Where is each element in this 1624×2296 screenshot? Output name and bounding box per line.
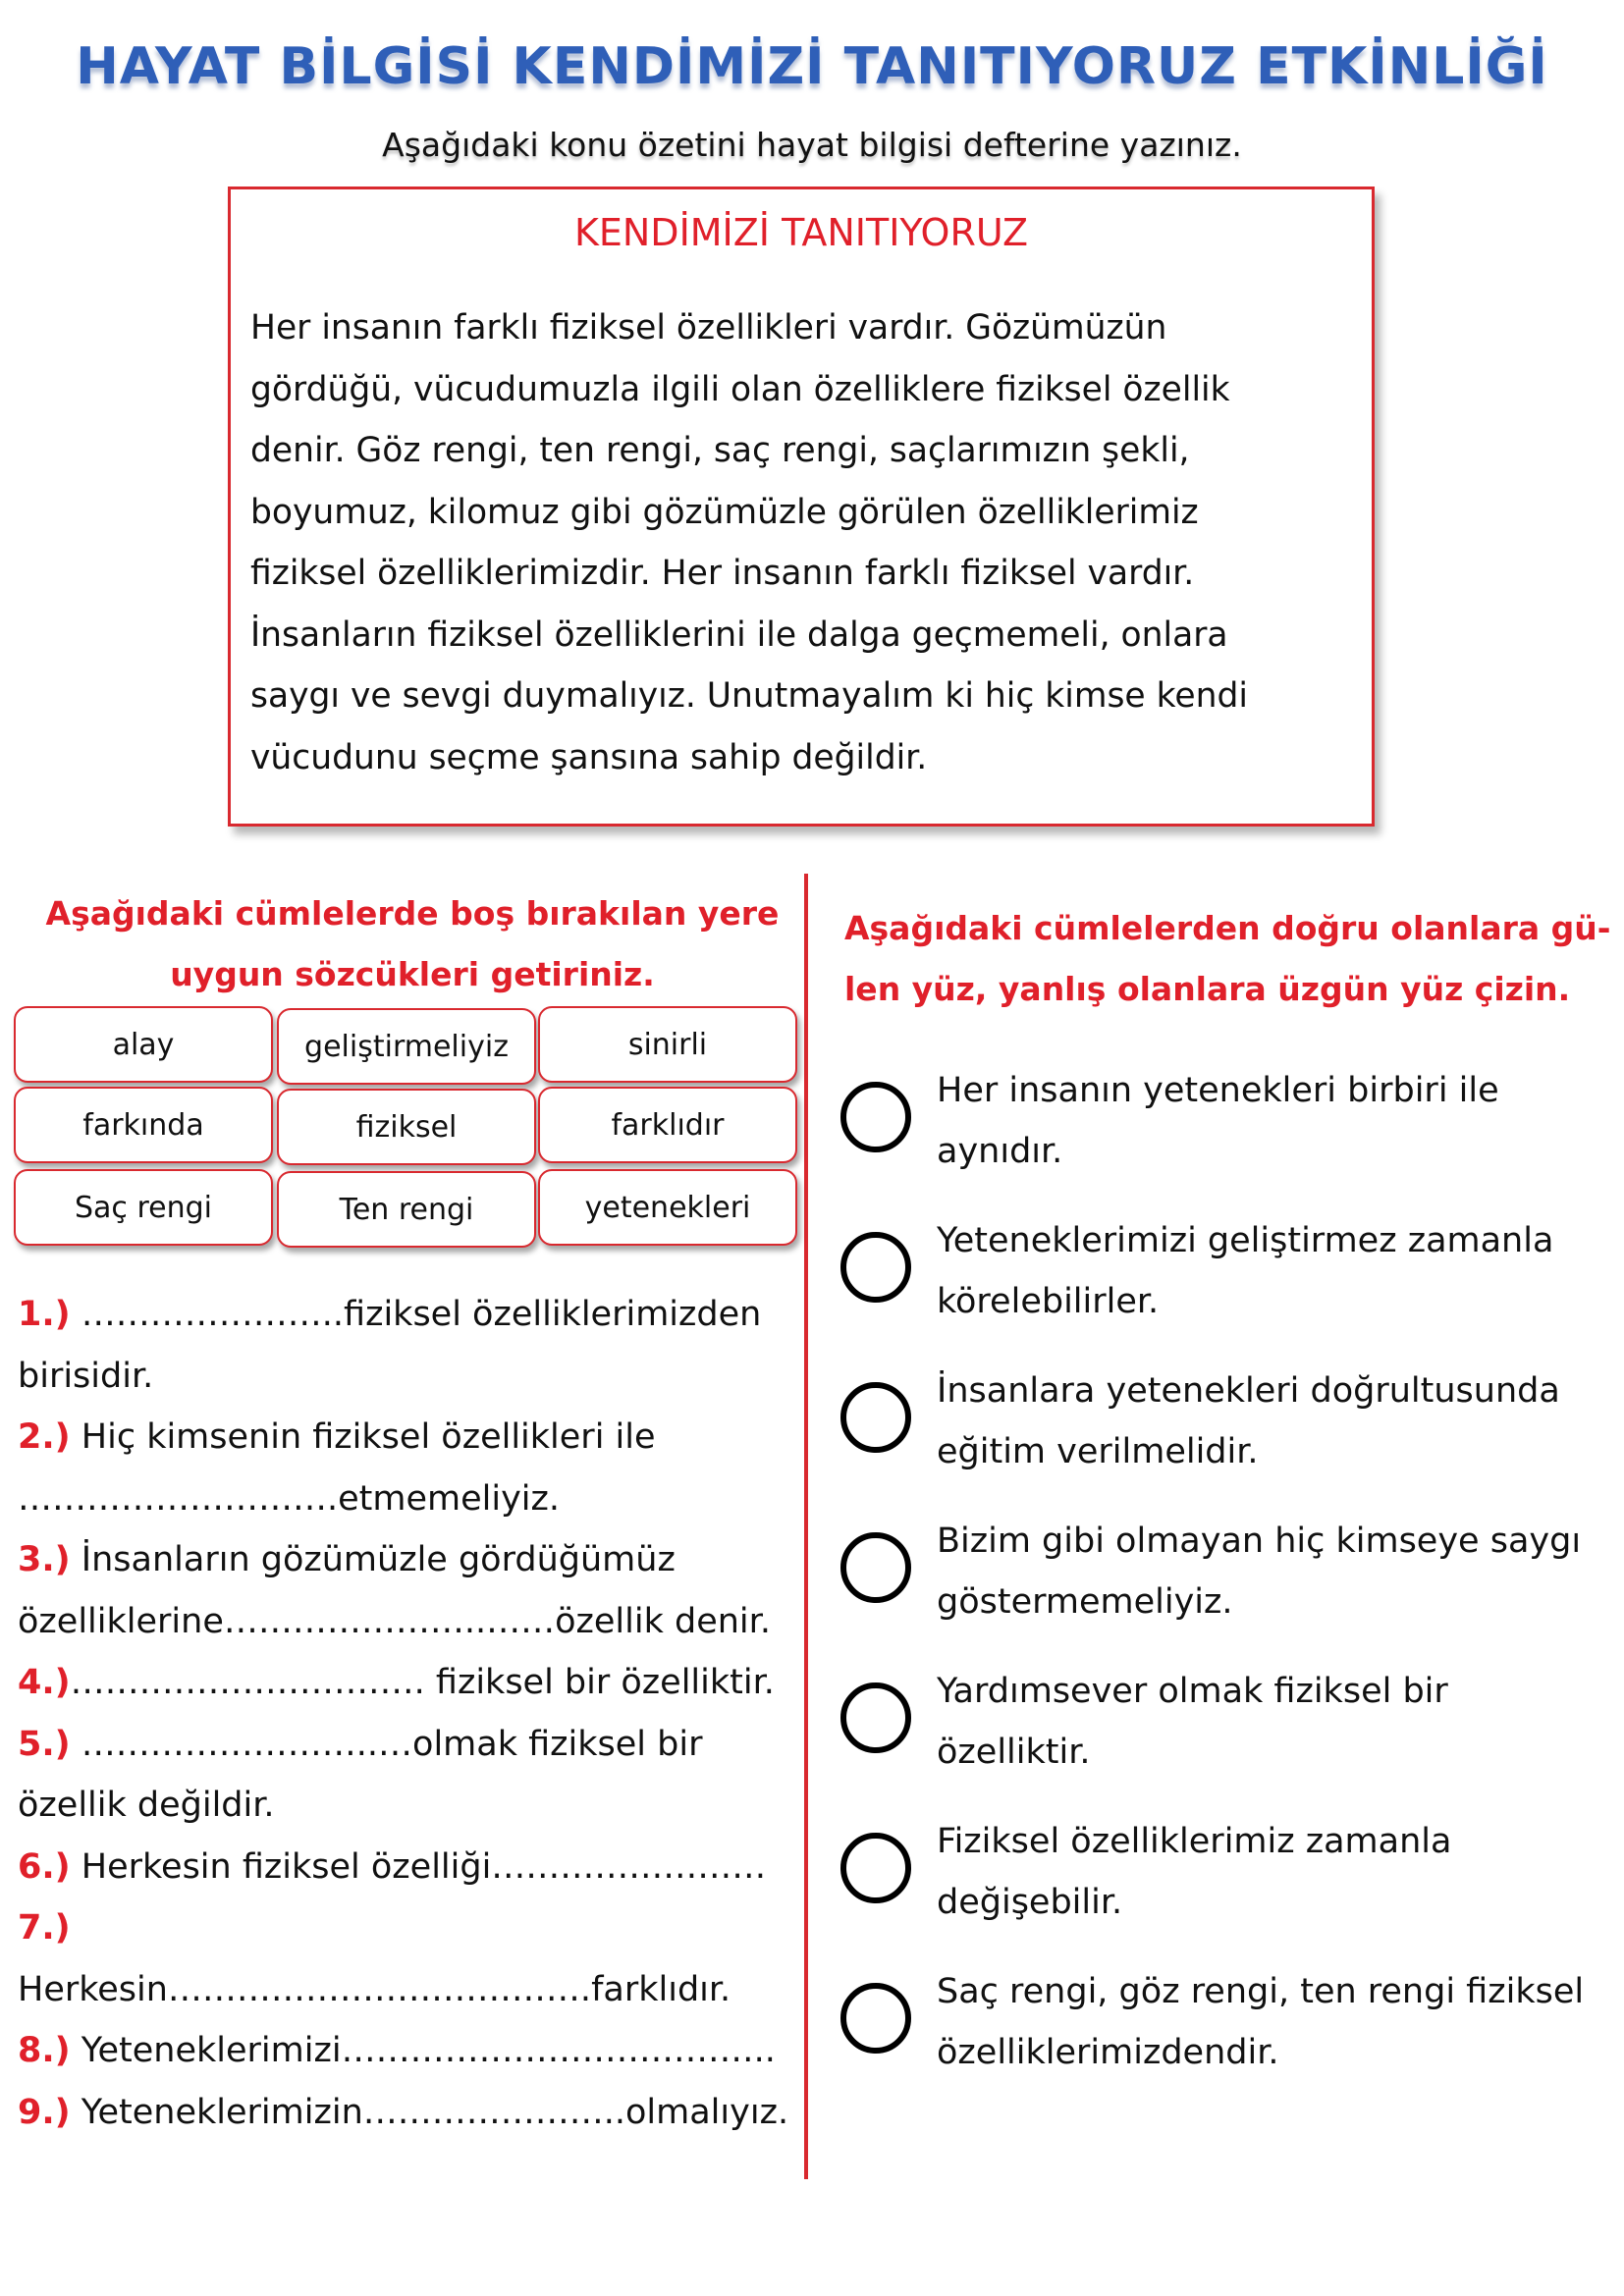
statement-text: Fiziksel özelliklerimiz zamanla değişebilir. bbox=[937, 1822, 1452, 1922]
fill-blank-list bbox=[18, 1284, 793, 2143]
fill-blank-item bbox=[18, 1897, 793, 2020]
item-text: …………………………. fiziksel bir özelliktir. bbox=[70, 1663, 775, 1702]
summary-heading: KENDİMİZİ TANITIYORUZ bbox=[573, 211, 1029, 254]
answer-circle[interactable] bbox=[840, 1232, 911, 1303]
true-false-instruction: Aşağıdaki cümlelerden doğru olanlara gü- len yüz, yanlış olanlara üzgün yüz çizin. bbox=[844, 909, 1611, 1008]
statement-text: Yardımsever olmak fiziksel bir özelliktir. bbox=[937, 1672, 1448, 1772]
word-box: farkında bbox=[14, 1087, 273, 1163]
word-box: Ten rengi bbox=[277, 1171, 536, 1248]
word-box: farklıdır bbox=[538, 1087, 797, 1163]
true-false-item bbox=[835, 1370, 1620, 1498]
answer-circle[interactable] bbox=[840, 1983, 911, 2054]
answer-circle[interactable] bbox=[840, 1833, 911, 1903]
fill-blank-instruction: Aşağıdaki cümlelerde boş bırakılan yere uygun sözcükleri getiriniz. bbox=[45, 894, 780, 993]
fill-blank-item bbox=[18, 1529, 793, 1652]
item-text: ……………………..…olmak fiziksel bir özellik değildir. bbox=[18, 1724, 703, 1825]
word-box: yetenekleri bbox=[538, 1169, 797, 1246]
true-false-item bbox=[835, 1220, 1620, 1348]
item-text: Hiç kimsenin fiziksel özellikleri ile ……………………….etmemeliyiz. bbox=[18, 1417, 656, 1519]
fill-blank-item bbox=[18, 1837, 793, 1898]
statement-text: Saç rengi, göz rengi, ten rengi fiziksel özelliklerimizdendir. bbox=[937, 1972, 1585, 2072]
item-number: 4.) bbox=[18, 1663, 71, 1702]
summary-box bbox=[228, 187, 1375, 827]
word-box: geliştirmeliyiz bbox=[277, 1008, 536, 1085]
fill-blank-item bbox=[18, 1284, 793, 1407]
fill-blank-item bbox=[18, 1652, 793, 1714]
item-text: İnsanların gözümüzle gördüğümüz özelliklerine…………………..……özellik denir. bbox=[18, 1540, 771, 1641]
fill-blank-item bbox=[18, 2020, 793, 2082]
true-false-item bbox=[835, 1070, 1620, 1198]
true-false-item bbox=[835, 1971, 1620, 2099]
column-divider bbox=[804, 874, 808, 2179]
true-false-item bbox=[835, 1821, 1620, 1949]
true-false-item bbox=[835, 1671, 1620, 1798]
page-title: HAYAT BİLGİSİ KENDİMİZİ TANITIYORUZ ETKİNLİĞİ bbox=[76, 37, 1548, 96]
fill-blank-item bbox=[18, 1407, 793, 1529]
fill-blank-item bbox=[18, 1714, 793, 1837]
item-text: Herkesin fiziksel özelliği…………………… bbox=[70, 1846, 767, 1887]
word-box: fiziksel bbox=[277, 1089, 536, 1165]
item-number: 2.) bbox=[18, 1417, 71, 1457]
statement-text: Yeteneklerimizi geliştirmez zamanla körelebilirler. bbox=[937, 1221, 1554, 1321]
item-number: 9.) bbox=[18, 2092, 71, 2132]
answer-circle[interactable] bbox=[840, 1682, 911, 1753]
item-number: 6.) bbox=[18, 1846, 71, 1887]
item-number: 3.) bbox=[18, 1540, 71, 1579]
word-box: Saç rengi bbox=[14, 1169, 273, 1246]
statement-text: Her insanın yetenekleri birbiri ile aynıdır. bbox=[937, 1071, 1499, 1171]
item-text: …………………..fiziksel özelliklerimizden birisidir. bbox=[18, 1295, 762, 1396]
summary-text: Her insanın farklı fiziksel özellikleri vardır. Gözümüzün gördüğü, vücudumuzla ilgili olan özelliklere fiziksel özellik denir. Göz rengi, ten rengi, saç rengi, saçlarımızın şekli, boyumuz, kilomuz gibi gözümüzle görülen özelliklerimiz fiziksel özelliklerimizdir. Her insanın farklı fiziksel vardır. İnsanların fiziksel özelliklerini ile dalga geçmemeli, onlara saygı ve sevgi duymalıyız. Unutmayalım ki hiç kimse kendi vücudunu seçme şansına sahip değildir. bbox=[250, 308, 1248, 777]
item-text: Yeteneklerimizin…………………..olmalıyız. bbox=[70, 2092, 789, 2132]
item-number: 5.) bbox=[18, 1724, 71, 1764]
item-text: Yeteneklerimizi……………………………….. bbox=[70, 2031, 776, 2070]
answer-circle[interactable] bbox=[840, 1382, 911, 1453]
item-number: 7.) bbox=[18, 1908, 71, 1948]
word-bank bbox=[14, 1006, 799, 1259]
statement-text: Bizim gibi olmayan hiç kimseye saygı göstermemeliyiz. bbox=[937, 1522, 1582, 1622]
word-box: sinirli bbox=[538, 1006, 797, 1083]
item-number: 8.) bbox=[18, 2031, 71, 2070]
item-text: Herkesin……………………………….farklıdır. bbox=[18, 1969, 731, 2009]
answer-circle[interactable] bbox=[840, 1532, 911, 1603]
true-false-item bbox=[835, 1521, 1620, 1648]
answer-circle[interactable] bbox=[840, 1082, 911, 1152]
fill-blank-item bbox=[18, 2082, 793, 2144]
page-subtitle: Aşağıdaki konu özetini hayat bilgisi defterine yazınız. bbox=[382, 126, 1242, 164]
item-number: 1.) bbox=[18, 1295, 71, 1334]
statement-text: İnsanlara yetenekleri doğrultusunda eğitim verilmelidir. bbox=[937, 1371, 1560, 1471]
word-box: alay bbox=[14, 1006, 273, 1083]
